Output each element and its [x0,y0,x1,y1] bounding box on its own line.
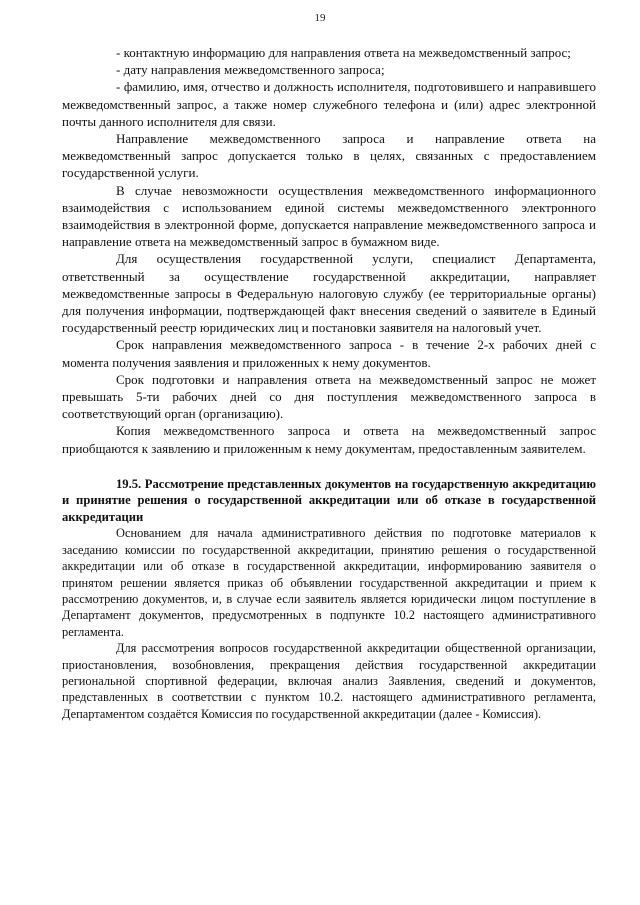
section-19-5 [62,476,596,722]
section-body [62,525,596,722]
paragraph: Для осуществления государственной услуги, специалист Департамента, ответственный за осуществление государственной аккредитации, направляет межведомственные запросы в Федеральную налоговую службу (ее территориальные органы) для получения информации, подтверждающей факт внесения сведений о заявителе в Единый государственный реестр юридических лиц и постановки заявителя на налоговый учет. [62,251,596,336]
page-number: 19 [314,12,326,24]
document-body [62,44,596,722]
paragraph: - фамилию, имя, отчество и должность исполнителя, подготовившего и направившего межведомственный запрос, а также номер служебного телефона и (или) адрес электронной почты данного исполнителя для связи. [62,79,596,129]
paragraph: Основанием для начала административного действия по подготовке материалов к заседанию комиссии по государственной аккредитации, принятию решения о государственной аккредитации или об отказе в государственной аккредитации, информированию заявителя о принятом решении является приказ об объявлении государственной аккредитации и прием к рассмотрению документов, и, в случае если заявитель является юридически лицом поступление в Департамент документов, предусмотренных в подпункте 10.2 настоящего административного регламента. [62,526,596,639]
paragraph: В случае невозможности осуществления межведомственного информационного взаимодействия с использованием единой системы межведомственного электронного взаимодействия в электронной форме, допускается направление межведомственного запроса и направление ответа на межведомственный запрос в бумажном виде. [62,182,596,250]
paragraph: Направление межведомственного запроса и направление ответа на межведомственный запрос допускается только в целях, связанных с предоставлением государственной услуги. [62,131,596,181]
paragraph: - дату направления межведомственного запроса; [116,62,385,78]
paragraph: Копия межведомственного запроса и ответа на межведомственный запрос приобщаются к заявлению и приложенным к нему документам, предоставленным заявителем. [62,423,596,456]
section-heading: 19.5. Рассмотрение представленных документов на государственную аккредитацию и принятие решения о государственной аккредитации или об отказе в государственной аккредитации [62,476,596,524]
paragraph: Срок подготовки и направления ответа на межведомственный запрос не может превышать 5-ти рабочих дней со дня поступления межведомственного запроса в соответствующий орган (организацию). [62,371,596,422]
paragraph: Срок направления межведомственного запроса - в течение 2-х рабочих дней с момента получения заявления и приложенных к нему документов. [62,337,596,370]
paragraph: - контактную информацию для направления ответа на межведомственный запрос; [116,45,571,60]
paragraph: Для рассмотрения вопросов государственной аккредитации общественной организации, приостановления, возобновления, прекращения действия государственной аккредитации региональной спортивной федерации, включая анализ Заявления, сведений и документов, представленных в соответствии с пунктом 10.2. настоящего административного регламента, Департаментом создаётся Комиссия по государственной аккредитации (далее - Комиссия). [62,641,596,721]
